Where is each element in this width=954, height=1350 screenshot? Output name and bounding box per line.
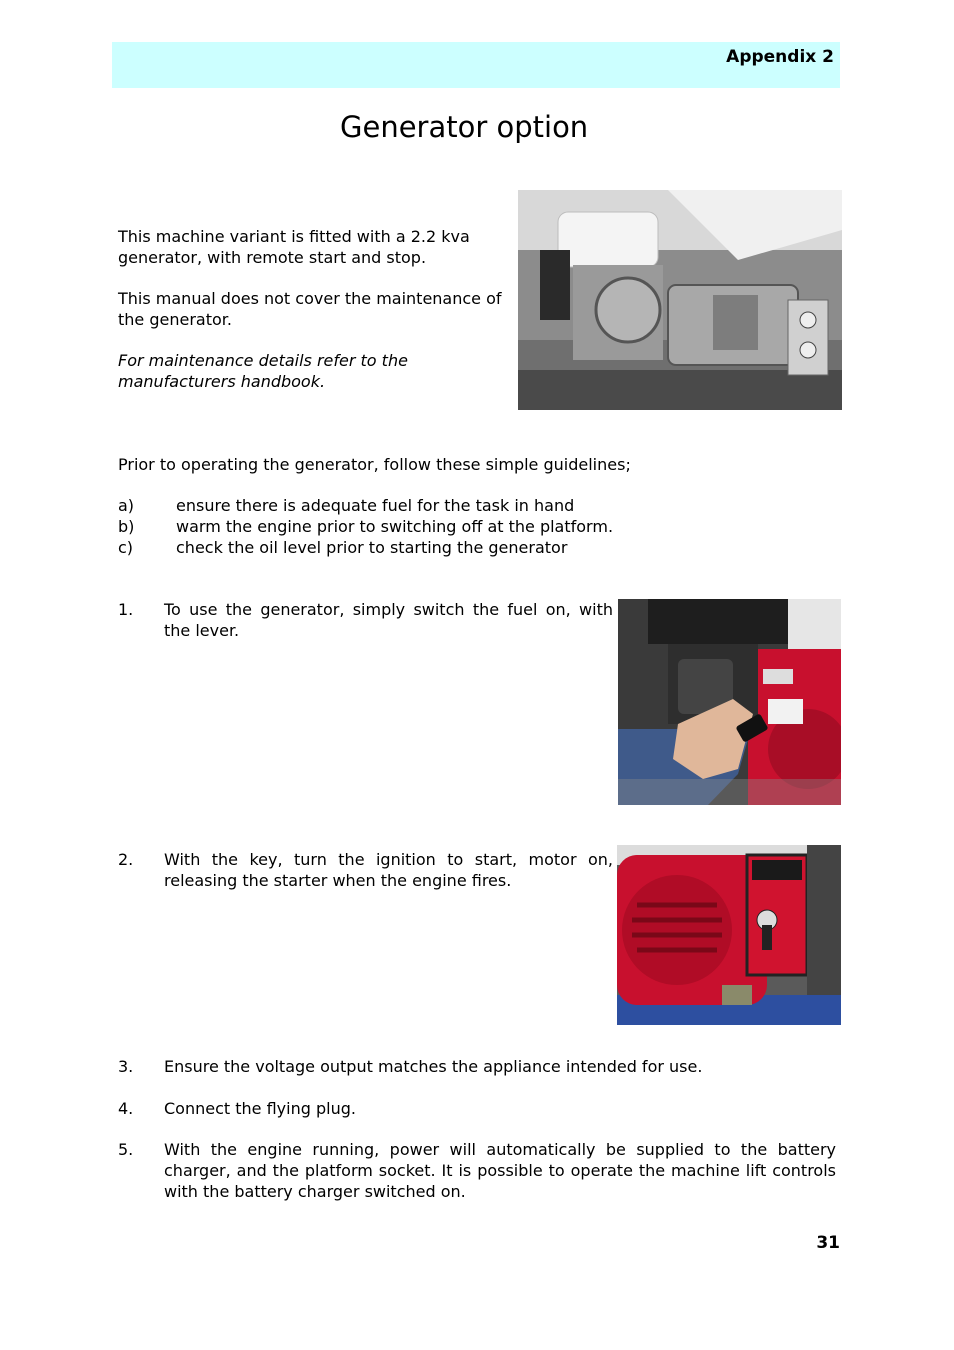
guideline-text: warm the engine prior to switching off at the platform. [176, 517, 614, 536]
fuel-lever-photo [618, 599, 841, 805]
step-number: 4. [118, 1099, 134, 1118]
step-1 [118, 599, 618, 643]
step-4 [118, 1098, 838, 1119]
ignition-photo [617, 845, 841, 1025]
guidelines-lead: Prior to operating the generator, follow these simple guidelines; [118, 455, 631, 474]
generator-photo [518, 190, 842, 410]
step-3 [118, 1056, 838, 1077]
guideline-item [118, 495, 718, 516]
step-5 [118, 1139, 838, 1202]
guideline-key: c) [118, 538, 134, 557]
step-2 [118, 849, 618, 893]
step-text: To use the generator, simply switch the fuel on, with the lever. [164, 600, 613, 640]
step-number: 5. [118, 1140, 134, 1159]
appendix-label: Appendix 2 [726, 47, 834, 67]
step-number: 3. [118, 1057, 134, 1076]
page-number: 31 [816, 1233, 840, 1253]
guideline-text: check the oil level prior to starting the generator [176, 538, 568, 557]
guideline-key: a) [118, 496, 135, 515]
guideline-item [118, 516, 718, 537]
step-number: 2. [118, 850, 134, 869]
step-text: Connect the flying plug. [164, 1099, 356, 1118]
guideline-item [118, 537, 718, 558]
step-number: 1. [118, 600, 134, 619]
fuel-lever-image [618, 599, 841, 805]
intro-paragraph-2: This manual does not cover the maintenance of the generator. [118, 289, 502, 329]
ignition-image [617, 845, 841, 1025]
generator-image [518, 190, 842, 410]
step-text: With the key, turn the ignition to start, motor on, releasing the starter when the engine fires. [164, 850, 613, 890]
step-text: With the engine running, power will automatically be supplied to the battery charger, and the platform socket. It is possible to operate the machine lift controls with the battery charger switched on. [164, 1140, 836, 1201]
guideline-key: b) [118, 517, 135, 536]
page-title: Generator option [340, 110, 589, 144]
intro-paragraph-1: This machine variant is fitted with a 2.2 kva generator, with remote start and stop. [118, 227, 470, 267]
intro-paragraph-3: For maintenance details refer to the manufacturers handbook. [118, 351, 408, 391]
guideline-text: ensure there is adequate fuel for the task in hand [176, 496, 575, 515]
step-text: Ensure the voltage output matches the appliance intended for use. [164, 1057, 703, 1076]
